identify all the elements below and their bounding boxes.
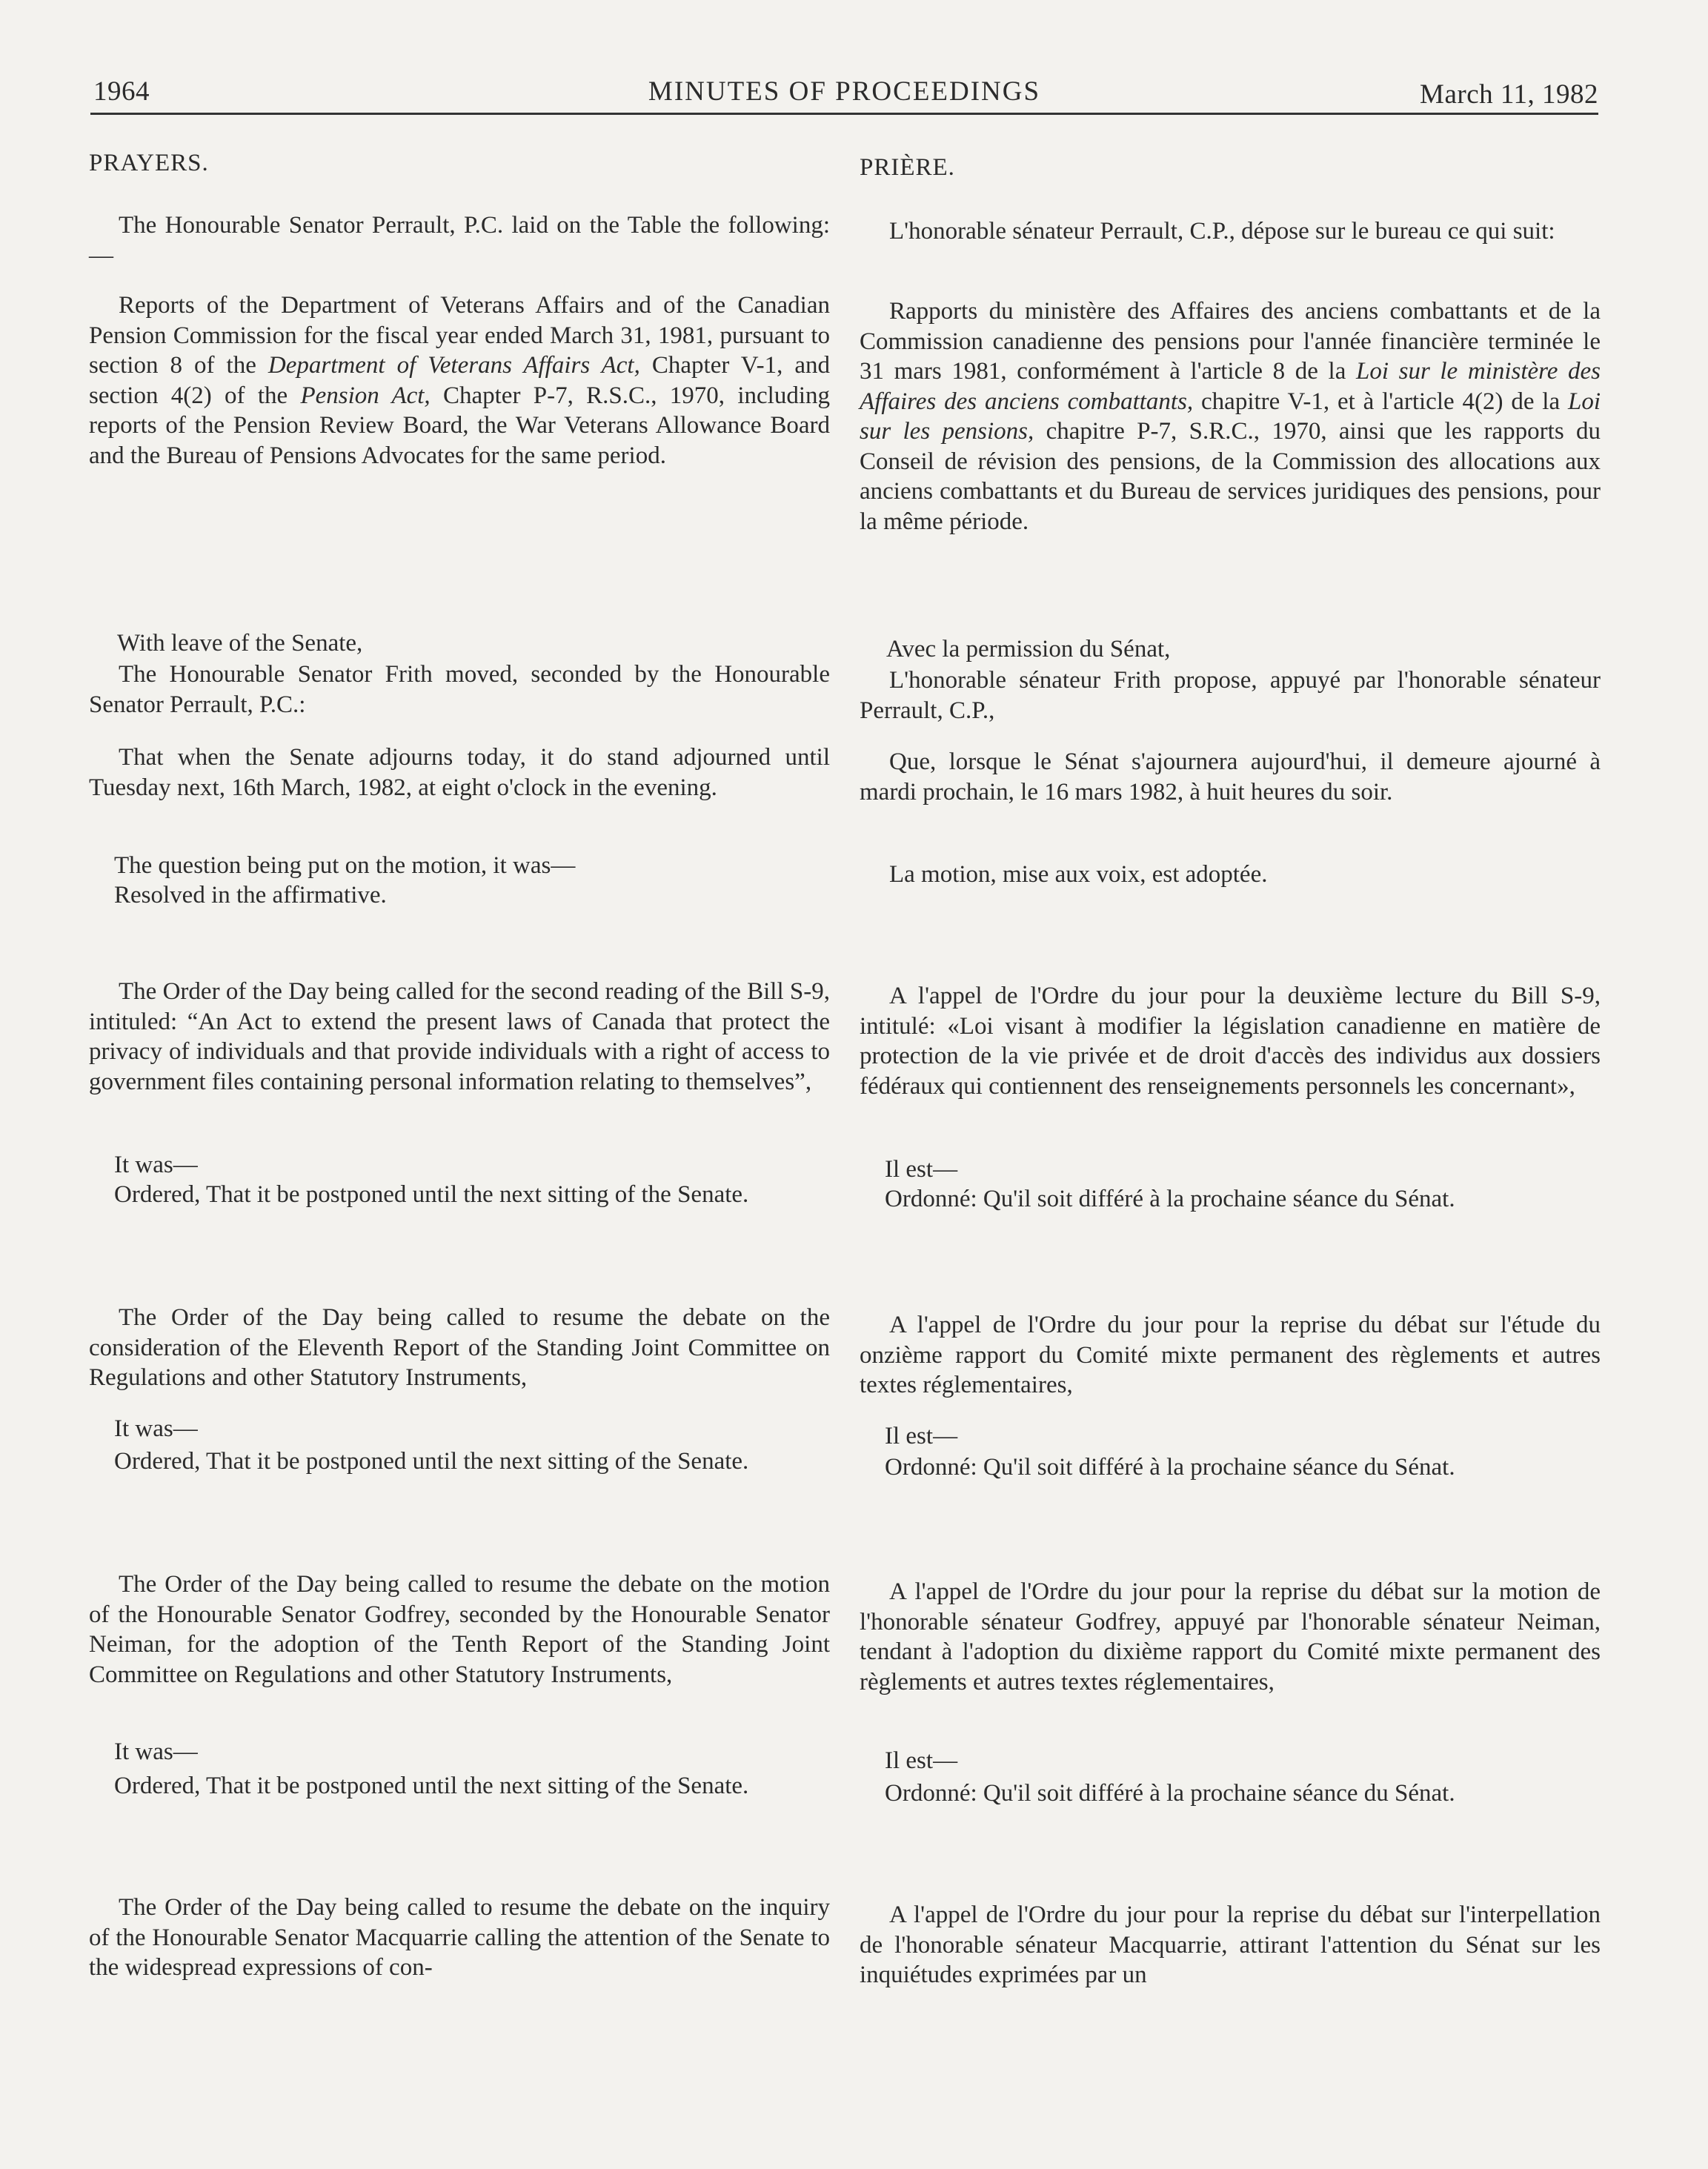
it-was-3-en: It was— [114, 1738, 198, 1765]
tabled-intro-en: The Honourable Senator Perrault, P.C. laid on the Table the following:— [89, 212, 830, 269]
veterans-reports-en [89, 290, 830, 471]
il-est-2-fr: Il est— [885, 1423, 958, 1449]
leave-line-fr: Avec la permission du Sénat, [886, 636, 1171, 662]
question-put-en: The question being put on the motion, it was— [114, 852, 576, 879]
veterans-reports-fr-part-c: chapitre P-7, S.R.C., 1970, ainsi que les rapports du Conseil de révision des pensions, de la Commission des allocations aux anciens combattants et du Bureau de services juridiques des pensions, pour la même période. [860, 418, 1601, 535]
veterans-reports-en-part-c: Chapter P-7, R.S.C., 1970, including reports of the Pension Review Board, the War Veterans Allowance Board and the Bureau of Pensions Advocates for the same period. [89, 382, 830, 469]
inquiry-en: The Order of the Day being called to resume the debate on the inquiry of the Honourable Senator Macquarrie calling the attention of the Senate to the widespread expressions of con- [89, 1894, 830, 1981]
tenth-report-en: The Order of the Day being called to resume the debate on the motion of the Honourable Senator Godfrey, seconded by the Honourable Senator Neiman, for the adoption of the Tenth Report of the Standing Joint Committee on Regulations and other Statutory Instruments, [89, 1571, 830, 1688]
il-est-3-fr: Il est— [885, 1747, 958, 1774]
leave-line-en: With leave of the Senate, [117, 630, 363, 657]
veterans-reports-en-part-b: Chapter V-1, and section 4(2) of the [89, 352, 830, 409]
ordered-3-en: Ordered, That it be postponed until the next sitting of the Senate. [114, 1773, 749, 1799]
resolved-en: Resolved in the affirmative. [114, 882, 387, 909]
frith-moved-en: The Honourable Senator Frith moved, seconded by the Honourable Senator Perrault, P.C.: [89, 661, 830, 718]
pension-act-title-fr: Loi sur les pensions, [860, 388, 1601, 445]
it-was-1-en: It was— [114, 1152, 198, 1178]
priere-heading: PRIÈRE. [860, 154, 955, 181]
bill-s9-fr: A l'appel de l'Ordre du jour pour la deuxième lecture du Bill S-9, intitulé: «Loi visant à modifier la législation canadienne en matière de protection de la vie privée et de droit d'accès des individus aux dossiers fédéraux qui contiennent des renseignements personnels les concernant», [860, 983, 1601, 1100]
veterans-reports-fr [860, 296, 1601, 537]
il-est-1-fr: Il est— [885, 1156, 958, 1183]
bill-s9-en: The Order of the Day being called for the second reading of the Bill S-9, intituled: “An Act to extend the present laws of Canada that protect the privacy of individuals and that provide individuals with a right of access to government files containing personal information relating to themselves”, [89, 978, 830, 1095]
ordered-2-en: Ordered, That it be postponed until the next sitting of the Senate. [114, 1448, 749, 1475]
ordonne-2-fr: Ordonné: Qu'il soit différé à la prochaine séance du Sénat. [885, 1454, 1455, 1481]
adjourn-motion-en: That when the Senate adjourns today, it do stand adjourned until Tuesday next, 16th March, 1982, at eight o'clock in the evening. [89, 744, 830, 801]
tabled-intro-fr: L'honorable sénateur Perrault, C.P., dépose sur le bureau ce qui suit: [889, 218, 1555, 245]
ordered-1-en: Ordered, That it be postponed until the next sitting of the Senate. [114, 1181, 749, 1208]
inquiry-fr: A l'appel de l'Ordre du jour pour la reprise du débat sur l'interpellation de l'honorable sénateur Macquarrie, attirant l'attention du Sénat sur les inquiétudes exprimées par un [860, 1901, 1601, 1988]
adjourn-motion-fr: Que, lorsque le Sénat s'ajournera aujourd'hui, il demeure ajourné à mardi prochain, le 16 mars 1982, à huit heures du soir. [860, 748, 1601, 806]
veterans-reports-fr-part-b: chapitre V-1, et à l'article 4(2) de la [1193, 388, 1568, 415]
frith-moved-fr: L'honorable sénateur Frith propose, appuyé par l'honorable sénateur Perrault, C.P., [860, 667, 1601, 724]
veterans-reports-fr-part-a: Rapports du ministère des Affaires des anciens combattants et de la Commission canadienne des pensions pour l'année financière terminée le 31 mars 1981, conformément à l'article 8 de la [860, 298, 1601, 385]
page-number: 1964 [93, 76, 150, 107]
prayers-heading: PRAYERS. [89, 150, 209, 176]
veterans-act-title-en: Department of Veterans Affairs Act, [268, 352, 640, 379]
page-date: March 11, 1982 [1420, 79, 1598, 110]
pension-act-title-en: Pension Act, [300, 382, 431, 409]
page-header [90, 71, 1598, 115]
it-was-2-en: It was— [114, 1415, 198, 1442]
ordonne-3-fr: Ordonné: Qu'il soit différé à la prochaine séance du Sénat. [885, 1780, 1455, 1807]
page-title: MINUTES OF PROCEEDINGS [648, 76, 1041, 107]
eleventh-report-fr: A l'appel de l'Ordre du jour pour la reprise du débat sur l'étude du onzième rapport du Comité mixte permanent des règlements et autres textes réglementaires, [860, 1312, 1601, 1398]
veterans-reports-en-part-a: Reports of the Department of Veterans Affairs and of the Canadian Pension Commission for the fiscal year ended March 31, 1981, pursuant to section 8 of the [89, 292, 830, 379]
ordonne-1-fr: Ordonné: Qu'il soit différé à la prochaine séance du Sénat. [885, 1186, 1455, 1212]
eleventh-report-en: The Order of the Day being called to resume the debate on the consideration of the Eleventh Report of the Standing Joint Committee on Regulations and other Statutory Instruments, [89, 1304, 830, 1391]
veterans-act-title-fr: Loi sur le ministère des Affaires des anciens combattants, [860, 358, 1601, 415]
motion-adopted-fr: La motion, mise aux voix, est adoptée. [889, 861, 1268, 888]
tenth-report-fr: A l'appel de l'Ordre du jour pour la reprise du débat sur la motion de l'honorable sénateur Godfrey, appuyé par l'honorable sénateur Neiman, tendant à l'adoption du dixième rapport du Comité mixte permanent des règlements et autres textes réglementaires, [860, 1578, 1601, 1695]
